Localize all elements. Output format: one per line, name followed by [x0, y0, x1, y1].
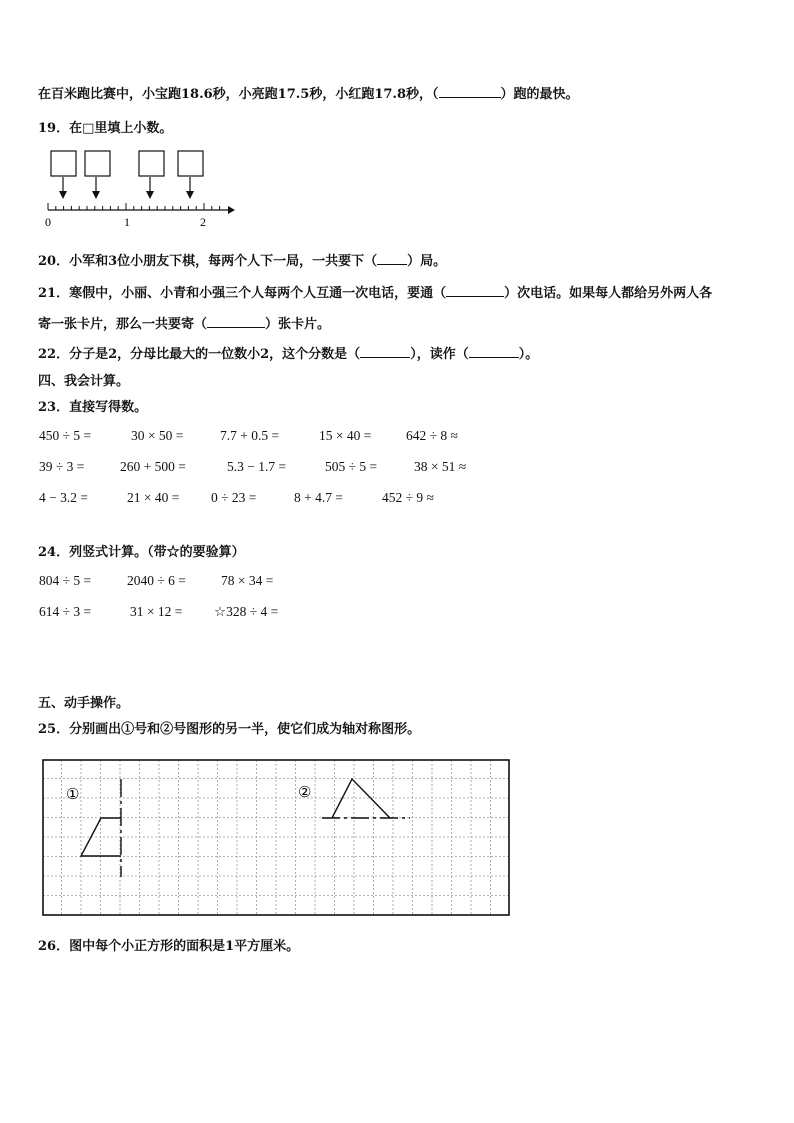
q18-answer-blank[interactable]	[439, 85, 501, 98]
q21-text-post: ）次电话。如果每人都给另外两人各	[504, 286, 713, 301]
question-21-line2	[38, 313, 330, 332]
question-19: 19．在□里填上小数。	[38, 121, 173, 136]
calc-item: 450 ÷ 5 =	[39, 428, 92, 443]
calc-item: 4 − 3.2 =	[39, 490, 88, 505]
calc-item: 5.3 − 1.7 =	[227, 459, 287, 474]
q21-text-pre: 21．寒假中，小丽、小青和小强三个人每两个人互通一次电话，要通（	[38, 286, 447, 301]
calc-item: 614 ÷ 3 =	[39, 604, 92, 619]
q18-text-pre: 在百米跑比赛中，小宝跑18.6秒，小亮跑17.5秒，小红跑17.8秒，（	[38, 87, 439, 102]
q22-text-post: ）。	[518, 347, 539, 362]
calc-item: 21 × 40 =	[127, 490, 180, 505]
q21-answer-blank-2[interactable]	[207, 315, 265, 328]
section-4-heading: 四、我会计算。	[38, 374, 130, 389]
q22-answer-blank-1[interactable]	[360, 345, 410, 358]
question-23-title: 23．直接写得数。	[38, 400, 148, 415]
figure-label-2: ②	[298, 785, 312, 801]
q18-text-post: ）跑的最快。	[500, 87, 579, 102]
q22-answer-blank-2[interactable]	[469, 345, 519, 358]
calc-item: 0 ÷ 23 =	[211, 490, 257, 505]
tick-label-0: 0	[45, 215, 51, 229]
section-5-heading: 五、动手操作。	[38, 696, 130, 711]
calc-item: 505 ÷ 5 =	[325, 459, 378, 474]
q21-text2-pre: 寄一张卡片，那么一共要寄（	[38, 317, 208, 332]
calc-item: 30 × 50 =	[131, 428, 184, 443]
question-24-title: 24．列竖式计算。（带☆的要验算）	[38, 545, 245, 560]
calc-item: 15 × 40 =	[319, 428, 372, 443]
calc-item: ☆328 ÷ 4 =	[214, 604, 279, 619]
q21-text2-post: ）张卡片。	[265, 317, 331, 332]
number-line-figure	[38, 146, 248, 230]
question-22	[38, 343, 538, 362]
tick-label-2: 2	[200, 215, 206, 229]
q20-answer-blank[interactable]	[377, 252, 407, 265]
figure-label-1: ①	[66, 787, 80, 803]
symmetry-grid-figure	[42, 759, 512, 917]
tick-label-1: 1	[124, 215, 130, 229]
q22-text-pre: 22．分子是2，分母比最大的一位数小2，这个分数是（	[38, 347, 361, 362]
answer-box-2	[85, 151, 110, 176]
calc-item: 804 ÷ 5 =	[39, 573, 92, 588]
question-18	[38, 83, 579, 102]
calc-item: 642 ÷ 8 ≈	[406, 428, 458, 443]
q21-answer-blank-1[interactable]	[446, 284, 504, 297]
question-21-line1	[38, 282, 712, 301]
q20-text-post: ）局。	[407, 254, 447, 269]
calc-item: 78 × 34 =	[221, 573, 274, 588]
calc-item: 2040 ÷ 6 =	[127, 573, 186, 588]
question-26: 26．图中每个小正方形的面积是1平方厘米。	[38, 939, 300, 954]
question-20	[38, 250, 446, 269]
calc-item: 7.7 + 0.5 =	[220, 428, 280, 443]
answer-box-3	[139, 151, 164, 176]
calc-item: 39 ÷ 3 =	[39, 459, 85, 474]
calc-item: 31 × 12 =	[130, 604, 183, 619]
axis-arrow	[228, 206, 235, 214]
calc-item: 38 × 51 ≈	[414, 459, 467, 474]
calc-item: 260 + 500 =	[120, 459, 186, 474]
answer-box-1	[51, 151, 76, 176]
shape-2-half	[332, 779, 390, 818]
calc-item: 452 ÷ 9 ≈	[382, 490, 434, 505]
answer-box-4	[178, 151, 203, 176]
calc-item: 8 + 4.7 =	[294, 490, 343, 505]
q22-text-mid: ），读作（	[410, 347, 469, 362]
question-25: 25．分别画出①号和②号图形的另一半，使它们成为轴对称图形。	[38, 722, 421, 737]
q20-text-pre: 20．小军和3位小朋友下棋，每两个人下一局，一共要下（	[38, 254, 378, 269]
